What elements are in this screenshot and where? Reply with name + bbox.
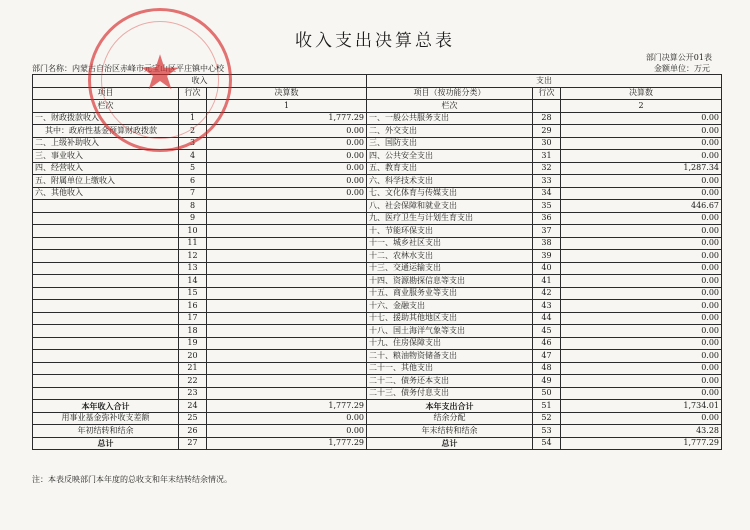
lineitem-left <box>33 275 179 288</box>
row-number: 45 <box>533 325 561 338</box>
row-number: 18 <box>179 325 207 338</box>
row-number: 32 <box>533 162 561 175</box>
table-row <box>33 337 722 350</box>
footnote: 注：本表反映部门本年度的总收支和年末结转结余情况。 <box>32 475 232 484</box>
amount-left: 0.00 <box>207 150 367 163</box>
table-row <box>33 150 722 163</box>
amount-right: 0.00 <box>561 137 722 150</box>
lineitem-left <box>33 312 179 325</box>
table-row <box>33 375 722 388</box>
amount-left <box>207 312 367 325</box>
row-number: 47 <box>533 350 561 363</box>
table-row <box>33 112 722 125</box>
amount-left <box>207 212 367 225</box>
row-number: 23 <box>179 387 207 400</box>
lineitem-right: 一、一般公共服务支出 <box>367 112 533 125</box>
row-number: 15 <box>179 287 207 300</box>
lineitem-right: 十九、住房保障支出 <box>367 337 533 350</box>
row-number: 9 <box>179 212 207 225</box>
use-fund-label: 用事业基金弥补收支差额 <box>33 412 179 425</box>
lineitem-right: 三、国防支出 <box>367 137 533 150</box>
row-number: 26 <box>179 425 207 438</box>
amount-left <box>207 387 367 400</box>
lineitem-right: 二十三、债务付息支出 <box>367 387 533 400</box>
lineitem-right: 七、文化体育与传媒支出 <box>367 187 533 200</box>
lineitem-right: 十一、城乡社区支出 <box>367 237 533 250</box>
row-number: 53 <box>533 425 561 438</box>
lineitem-left <box>33 250 179 263</box>
page-title: 收入支出决算总表 <box>295 31 455 51</box>
lineitem-left: 二、上级补助收入 <box>33 137 179 150</box>
row-number: 36 <box>533 212 561 225</box>
amount-right: 0.00 <box>561 375 722 388</box>
total-expense-label: 本年支出合计 <box>367 400 533 413</box>
lineitem-right: 十五、商业服务业等支出 <box>367 287 533 300</box>
grand-total-label: 总计 <box>367 437 533 450</box>
amount-left <box>207 225 367 238</box>
amount-right: 0.00 <box>561 362 722 375</box>
row-number: 35 <box>533 200 561 213</box>
lineitem-left <box>33 262 179 275</box>
amount-left: 0.00 <box>207 137 367 150</box>
lineitem-right: 十三、交通运输支出 <box>367 262 533 275</box>
table-row <box>33 250 722 263</box>
column-header-row <box>33 87 722 100</box>
section-expense: 支出 <box>367 75 722 88</box>
amount-right: 0.00 <box>561 387 722 400</box>
amount-left <box>207 262 367 275</box>
table-row <box>33 162 722 175</box>
row-number: 33 <box>533 175 561 188</box>
row-number: 52 <box>533 412 561 425</box>
table-row <box>33 262 722 275</box>
lineitem-left <box>33 200 179 213</box>
department-name: 部门名称：内蒙古自治区赤峰市元宝山区平庄镇中心校 <box>32 64 224 73</box>
table-row <box>33 275 722 288</box>
amount-left: 0.00 <box>207 125 367 138</box>
lineitem-right: 十二、农林水支出 <box>367 250 533 263</box>
lineitem-right: 四、公共安全支出 <box>367 150 533 163</box>
amount-left <box>207 287 367 300</box>
row-number: 27 <box>179 437 207 450</box>
row-number: 40 <box>533 262 561 275</box>
lineitem-left <box>33 350 179 363</box>
form-number: 部门决算公开01表 <box>645 53 712 62</box>
lineitem-left: 四、经营收入 <box>33 162 179 175</box>
amount-left <box>207 325 367 338</box>
grand-total-row <box>33 437 722 450</box>
amount-left <box>207 337 367 350</box>
row-number: 21 <box>179 362 207 375</box>
lineitem-left: 其中：政府性基金预算财政拨款 <box>33 125 179 138</box>
section-header-row <box>33 75 722 88</box>
amount-right: 446.67 <box>561 200 722 213</box>
row-number: 44 <box>533 312 561 325</box>
row-number: 37 <box>533 225 561 238</box>
amount-right: 0.00 <box>561 325 722 338</box>
amount-right: 0.00 <box>561 225 722 238</box>
lineitem-left <box>33 362 179 375</box>
lineitem-right: 二十一、其他支出 <box>367 362 533 375</box>
amount-left <box>207 250 367 263</box>
carry-in-label: 年初结转和结余 <box>33 425 179 438</box>
lineitem-right: 九、医疗卫生与计划生育支出 <box>367 212 533 225</box>
col-budget: 决算数 <box>561 87 722 100</box>
amount-right: 0.00 <box>561 312 722 325</box>
amount-right: 0.00 <box>561 250 722 263</box>
amount-right: 1,287.34 <box>561 162 722 175</box>
amount-left: 0.00 <box>207 175 367 188</box>
amount-left <box>207 275 367 288</box>
total-row <box>33 400 722 413</box>
table-row <box>33 125 722 138</box>
use-fund-value: 0.00 <box>207 412 367 425</box>
row-number: 49 <box>533 375 561 388</box>
row-number: 48 <box>533 362 561 375</box>
lineitem-right: 六、科学技术支出 <box>367 175 533 188</box>
row-number: 42 <box>533 287 561 300</box>
lineitem-left <box>33 387 179 400</box>
income-expense-table <box>32 74 722 450</box>
row-number: 8 <box>179 200 207 213</box>
col-index: 栏次 <box>367 100 533 113</box>
column-index-row <box>33 100 722 113</box>
table-row <box>33 237 722 250</box>
row-number: 17 <box>179 312 207 325</box>
row-number: 46 <box>533 337 561 350</box>
amount-right: 0.00 <box>561 237 722 250</box>
amount-right: 0.00 <box>561 337 722 350</box>
amount-right: 0.00 <box>561 187 722 200</box>
grand-total-label: 总计 <box>33 437 179 450</box>
amount-left: 1,777.29 <box>207 112 367 125</box>
amount-left <box>207 200 367 213</box>
amount-right: 0.00 <box>561 275 722 288</box>
lineitem-left <box>33 225 179 238</box>
row-number: 25 <box>179 412 207 425</box>
amount-left <box>207 362 367 375</box>
row-number: 16 <box>179 300 207 313</box>
fund-row <box>33 412 722 425</box>
lineitem-right: 十七、援助其他地区支出 <box>367 312 533 325</box>
surplus-dist-value: 0.00 <box>561 412 722 425</box>
grand-total-value: 1,777.29 <box>207 437 367 450</box>
total-income-value: 1,777.29 <box>207 400 367 413</box>
table-row <box>33 300 722 313</box>
row-number: 7 <box>179 187 207 200</box>
row-number: 13 <box>179 262 207 275</box>
lineitem-left <box>33 337 179 350</box>
total-income-label: 本年收入合计 <box>33 400 179 413</box>
lineitem-left <box>33 212 179 225</box>
grand-total-value: 1,777.29 <box>561 437 722 450</box>
row-number: 5 <box>179 162 207 175</box>
lineitem-left <box>33 287 179 300</box>
table-row <box>33 312 722 325</box>
row-number: 30 <box>533 137 561 150</box>
amount-right: 0.00 <box>561 125 722 138</box>
amount-right: 0.00 <box>561 350 722 363</box>
carry-out-value: 43.28 <box>561 425 722 438</box>
table-row <box>33 187 722 200</box>
row-number: 19 <box>179 337 207 350</box>
lineitem-left: 一、财政拨款收入 <box>33 112 179 125</box>
row-number: 3 <box>179 137 207 150</box>
row-number: 2 <box>179 125 207 138</box>
col-item: 项目 <box>33 87 179 100</box>
row-number: 41 <box>533 275 561 288</box>
table-row <box>33 350 722 363</box>
col-row: 行次 <box>533 87 561 100</box>
amount-left <box>207 237 367 250</box>
lineitem-right: 十六、金融支出 <box>367 300 533 313</box>
amount-right: 0.00 <box>561 150 722 163</box>
row-number: 1 <box>179 112 207 125</box>
carry-out-label: 年末结转和结余 <box>367 425 533 438</box>
row-number: 12 <box>179 250 207 263</box>
table-row <box>33 287 722 300</box>
row-number: 22 <box>179 375 207 388</box>
lineitem-right: 十八、国土海洋气象等支出 <box>367 325 533 338</box>
lineitem-left: 六、其他收入 <box>33 187 179 200</box>
lineitem-right: 五、教育支出 <box>367 162 533 175</box>
table-row <box>33 212 722 225</box>
lineitem-left <box>33 300 179 313</box>
row-number: 4 <box>179 150 207 163</box>
carry-in-value: 0.00 <box>207 425 367 438</box>
row-number: 29 <box>533 125 561 138</box>
col-index-1: 1 <box>207 100 367 113</box>
lineitem-right: 十四、资源勘探信息等支出 <box>367 275 533 288</box>
row-number: 20 <box>179 350 207 363</box>
amount-left <box>207 375 367 388</box>
amount-left: 0.00 <box>207 162 367 175</box>
row-number: 43 <box>533 300 561 313</box>
lineitem-left <box>33 375 179 388</box>
col-item-func: 项目（按功能分类） <box>367 87 533 100</box>
star-icon: ★ <box>138 45 182 101</box>
row-number: 24 <box>179 400 207 413</box>
carry-row <box>33 425 722 438</box>
amount-right: 0.00 <box>561 175 722 188</box>
amount-right: 0.00 <box>561 262 722 275</box>
table-row <box>33 137 722 150</box>
surplus-dist-label: 结余分配 <box>367 412 533 425</box>
lineitem-right: 十、节能环保支出 <box>367 225 533 238</box>
row-number: 50 <box>533 387 561 400</box>
row-number: 54 <box>533 437 561 450</box>
amount-left <box>207 300 367 313</box>
table-row <box>33 325 722 338</box>
amount-left <box>207 350 367 363</box>
row-number: 28 <box>533 112 561 125</box>
table-row <box>33 387 722 400</box>
col-index-2: 2 <box>561 100 722 113</box>
col-index: 栏次 <box>33 100 179 113</box>
row-number: 39 <box>533 250 561 263</box>
lineitem-right: 二十二、债务还本支出 <box>367 375 533 388</box>
table-row <box>33 175 722 188</box>
row-number: 31 <box>533 150 561 163</box>
lineitem-left <box>33 325 179 338</box>
row-number: 11 <box>179 237 207 250</box>
amount-unit: 金额单位：万元 <box>654 64 710 73</box>
amount-right: 0.00 <box>561 212 722 225</box>
amount-right: 0.00 <box>561 300 722 313</box>
col-budget: 决算数 <box>207 87 367 100</box>
lineitem-left <box>33 237 179 250</box>
lineitem-left: 三、事业收入 <box>33 150 179 163</box>
amount-left: 0.00 <box>207 187 367 200</box>
amount-right: 0.00 <box>561 287 722 300</box>
row-number: 38 <box>533 237 561 250</box>
table-row <box>33 362 722 375</box>
amount-right: 0.00 <box>561 112 722 125</box>
section-income: 收入 <box>33 75 367 88</box>
row-number: 10 <box>179 225 207 238</box>
row-number: 34 <box>533 187 561 200</box>
lineitem-right: 八、社会保障和就业支出 <box>367 200 533 213</box>
table-row <box>33 200 722 213</box>
lineitem-right: 二十、粮油物资储备支出 <box>367 350 533 363</box>
col-row: 行次 <box>179 87 207 100</box>
lineitem-right: 二、外交支出 <box>367 125 533 138</box>
total-expense-value: 1,734.01 <box>561 400 722 413</box>
row-number: 51 <box>533 400 561 413</box>
row-number: 6 <box>179 175 207 188</box>
lineitem-left: 五、附属单位上缴收入 <box>33 175 179 188</box>
row-number: 14 <box>179 275 207 288</box>
table-row <box>33 225 722 238</box>
